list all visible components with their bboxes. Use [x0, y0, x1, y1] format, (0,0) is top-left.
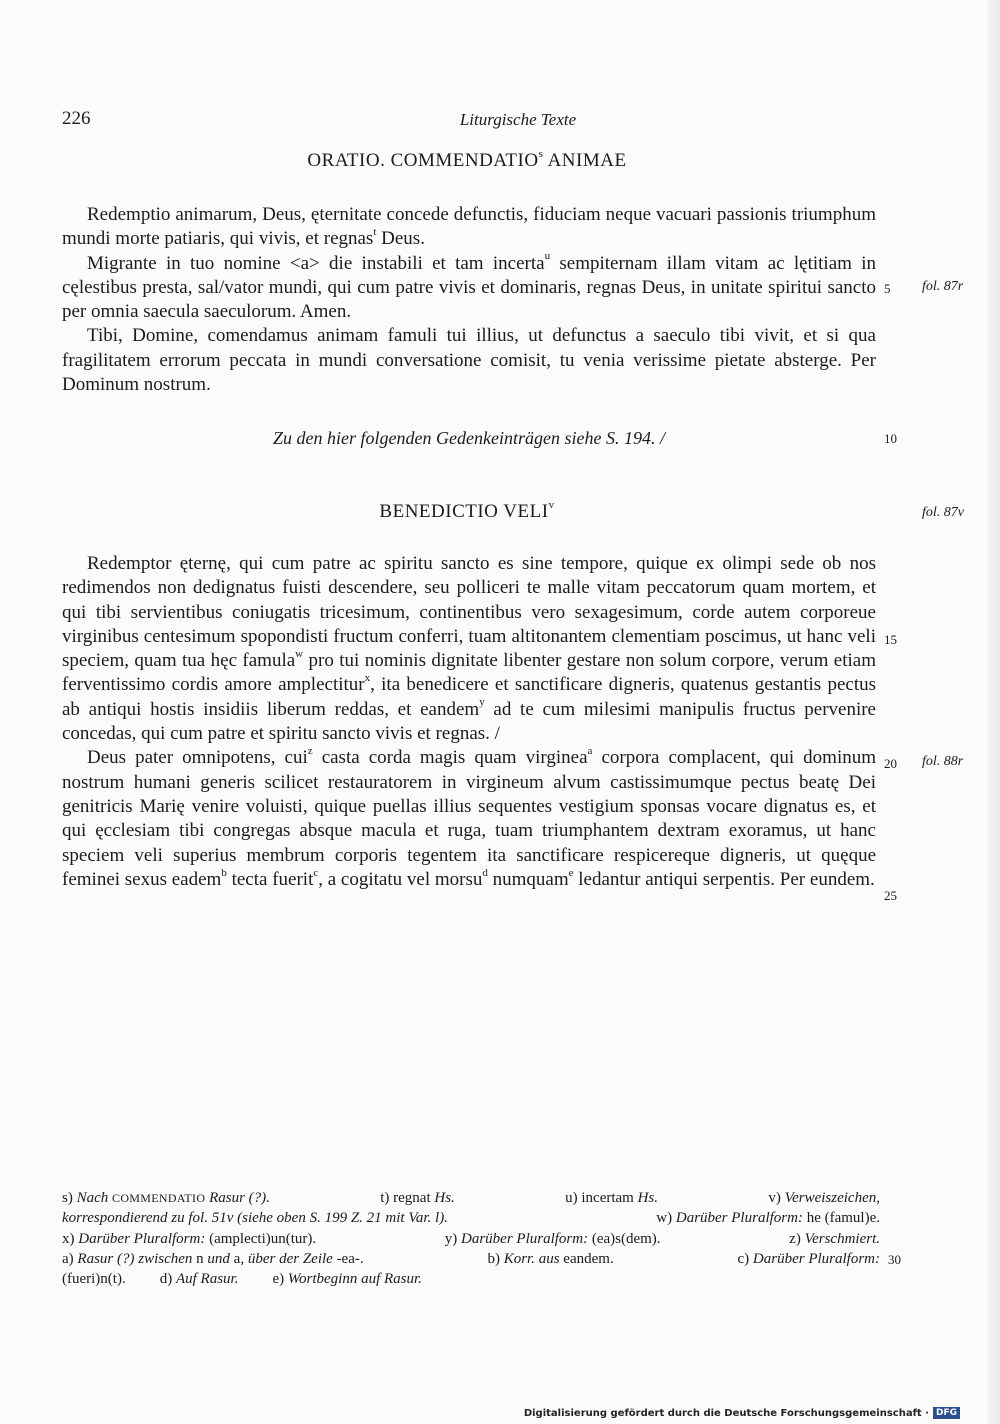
section-title-benedictio: BENEDICTIO VELI$^v$ — [379, 498, 555, 522]
paragraph: Deus pater omnipotens, cui$^z$ casta corda magis quam virginea$^a$ corpora complacent, qui dominum nostrum humani generis scilicet restauratorem in virgineum alvum castissimumque pectus beatę Dei genitricis Marię venire voluisti, quique puellas illius sequentes vestigium sponsas vocare dignatus es, et qui ęcclesiam tibi congregas absque macula et ruga, tuam triumphantem dextram exoramus, ut hanc speciem veli superius membrum corporis tegentem ita sanctificare respicereque digneris, ut quęque feminei sexus eadem$^b$ tecta fuerit$^c$, a cogitatu vel morsu$^d$ numquam$^e$ ledantur antiqui serpentis. Per eundem. — [62, 745, 877, 890]
section-title-oratio: ORATIO. COMMENDATIO$^s$ ANIMAE — [307, 147, 627, 171]
digitization-credit: Digitalisierung gefördert durch die Deutsche Forschungsgemeinschaft · DFG — [524, 1407, 960, 1419]
running-head: Liturgische Texte — [459, 110, 577, 129]
editorial-note: Zu den hier folgenden Gedenkeinträgen siehe S. 194. / — [273, 428, 665, 448]
margin-note-folio: fol. 87r — [922, 279, 964, 294]
paragraph: Redemptor ęternę, qui cum patre ac spiritu sancto es sine tempore, quique ex olimpi sede ob nos redimendos non dedignatus fuisti descendere, seu polliceri te malle vitam peccatorum quam mortem, et qui tibi servientibus coniugatis tricesimum, continentibus vero sexagesimum, corde autem corporeue virginibus centesimum spopondisti fructum conferri, tuam altitonantem clementiam poscimus, ut hanc veli speciem, quam tua hęc famula$^w$ pro tui nominis dignitate libenter gestare non solum corpore, verum etiam ferventissimo cordis amore amplectitur$^x$, ita benedicere et sanctificare digneris, quatenus gestantis pectus ab antiqui hostis insidiis liberum reddas, et eandem$^y$ ad te cum milesimi manipulis fructus pervenire concedas, qui cum patre et spiritu sancto vivis et regnas. / — [62, 553, 876, 745]
line-number: 30 — [888, 1252, 901, 1267]
footnote-line: korrespondierend zu fol. 51v (siehe oben S. 199 Z. 21 mit Var. l). w) Darüber Pluralform: he (famul)e. — [62, 1210, 880, 1227]
line-number: 10 — [884, 431, 897, 446]
footnote-line: s) Nach COMMENDATIO Rasur (?). t) regnat Hs. u) incertam Hs. v) Verweiszeichen, — [62, 1190, 880, 1206]
footnote-line: a) Rasur (?) zwischen n und a, über der Zeile -ea-. b) Korr. aus eandem. c) Darüber Pluralform: — [62, 1250, 880, 1267]
paragraph: Redemptio animarum, Deus, ęternitate concede defunctis, fiduciam neque vacuari passionis triumphum mundi morte patiaris, qui vivis, et regnas$^t$ Deus. — [62, 204, 876, 250]
page-number: 226 — [62, 108, 91, 129]
line-number: 5 — [884, 281, 891, 296]
margin-note-folio: fol. 87v — [922, 505, 964, 520]
line-number: 15 — [884, 632, 897, 647]
line-number: 20 — [884, 756, 897, 771]
line-number: 25 — [884, 888, 897, 903]
section-oratio-body — [62, 203, 876, 397]
footnote-line: x) Darüber Pluralform: (amplecti)un(tur). y) Darüber Pluralform: (ea)s(dem). z) Verschmiert. — [62, 1230, 880, 1247]
footnote-line: (fueri)n(t). d) Auf Rasur. e) Wortbeginn auf Rasur. — [62, 1271, 422, 1288]
section-benedictio-body — [62, 552, 876, 892]
paragraph: Migrante in tuo nomine <a> die instabili et tam incerta$^u$ sempiternam illam vitam ac lętitiam in cęlestibus presta, sal/vator mundi, qui cum patre vivis et dominaris, regnas Deus, in unitate spiritui sancto per omnia saecula saeculorum. Amen. — [62, 250, 876, 323]
page-edge — [988, 0, 1000, 1424]
dfg-logo: DFG — [933, 1407, 960, 1419]
margin-note-folio: fol. 88r — [922, 754, 964, 769]
paragraph: Tibi, Domine, comendamus animam famuli tui illius, ut defunctus a saeculo tibi vivit, et si qua fragilitatem errorum peccata in mundi conversatione comisit, tu venia verissime pietate absterge. Per Dominum nostrum. — [62, 325, 876, 396]
footnotes — [62, 1188, 880, 1289]
